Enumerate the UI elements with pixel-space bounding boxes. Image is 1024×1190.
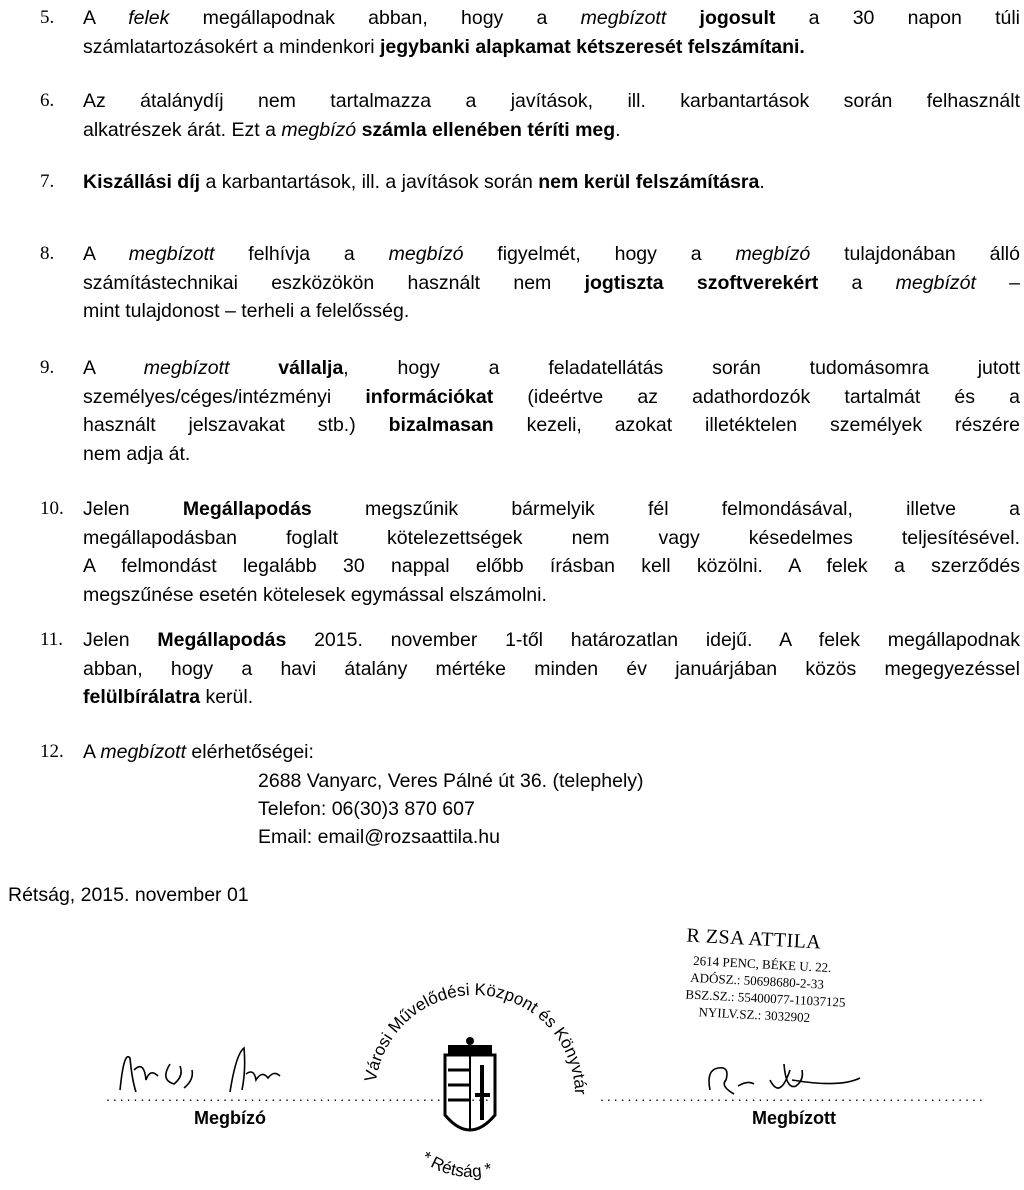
text-run: A <box>83 357 144 379</box>
text-run: abban, hogy a havi átalány mértéke minden év januárjában közös megegyezéssel <box>83 657 1020 680</box>
text-line <box>83 116 1020 145</box>
italic-text: felek <box>128 7 170 29</box>
text-run: a 30 napon túli <box>775 7 1021 29</box>
text-line <box>83 87 1020 116</box>
text-run: megállapodásban foglalt kötelezettségek nem vagy késedelmes teljesítésével. <box>83 526 1020 549</box>
signature-label-contractor: Megbízott <box>752 1108 836 1128</box>
text-line <box>83 524 1020 553</box>
text-line <box>83 383 1020 412</box>
italic-text: megbízott <box>128 243 215 265</box>
round-seal <box>345 945 595 1190</box>
italic-text: megbízó <box>281 118 357 141</box>
clause-number: 7. <box>40 171 55 192</box>
stamp-bank-account: BSZ.SZ.: 55400077-11037125 <box>685 986 846 1010</box>
text-run: A <box>83 243 129 265</box>
clause-number: 11. <box>40 629 64 650</box>
clause-text <box>83 240 1020 326</box>
bold-text: jogtiszta szoftverekért <box>584 271 819 294</box>
text-run: a karbantartások, ill. a javítások során <box>200 171 539 193</box>
clause-number: 12. <box>40 741 64 762</box>
stamp-tax-number: ADÓSZ.: 50698680-2-33 <box>690 969 825 992</box>
bold-text: jogosult <box>699 7 776 29</box>
bold-text: bizalmasan <box>388 414 494 436</box>
text-run: számlatartozásokért a mindenkori <box>83 35 380 58</box>
text-line <box>83 552 1020 581</box>
place-and-date: Rétság, 2015. november 01 <box>8 884 249 906</box>
text-run: a <box>818 271 896 294</box>
text-run: . <box>615 118 621 141</box>
text-run: nem adja át. <box>83 442 191 465</box>
text-run: tulajdonában álló <box>810 243 1020 265</box>
text-line <box>83 626 1020 655</box>
clause-number: 10. <box>40 498 64 519</box>
bold-text: jegybanki alapkamat kétszeresét felszámítani. <box>379 35 805 58</box>
text-run: számítástechnikai eszközökön használt nem <box>83 271 585 294</box>
text-line <box>83 738 1020 767</box>
text-run: . <box>759 171 765 193</box>
text-run: megállapodnak abban, hogy a <box>169 7 581 29</box>
text-run: A felmondást legalább 30 nappal előbb írásban kell közölni. A felek a szerződés <box>83 555 1020 577</box>
text-run <box>229 357 278 379</box>
bold-text: nem kerül felszámításra <box>538 171 760 193</box>
text-run: Az átalánydíj nem tartalmazza a javítások, ill. karbantartások során felhasznált <box>83 90 1020 112</box>
text-line <box>83 297 1020 326</box>
clause-text <box>83 87 1020 144</box>
italic-text: megbízott <box>143 357 230 379</box>
text-run: felhívja a <box>214 243 389 265</box>
text-line <box>83 354 1020 383</box>
clause-text <box>83 4 1020 61</box>
text-line <box>83 33 1020 62</box>
text-run: megszűnik bármelyik fél felmondásával, illetve a <box>311 498 1020 520</box>
bold-text: információkat <box>365 385 494 408</box>
contact-email: Email: email@rozsaattila.hu <box>258 826 500 848</box>
clause-number: 5. <box>40 7 55 28</box>
text-run: kerül. <box>200 686 254 708</box>
stamp-registry-number: NYILV.SZ.: 3032902 <box>698 1004 811 1026</box>
text-run: A <box>83 741 101 763</box>
clause-text <box>83 738 1020 767</box>
clause-number: 6. <box>40 90 55 111</box>
clause-text <box>83 495 1020 609</box>
contact-address: 2688 Vanyarc, Veres Pálné út 36. (telephely) <box>258 770 644 792</box>
italic-text: megbízó <box>735 243 811 265</box>
text-run: Jelen <box>83 498 183 520</box>
signature-line-left: ........................................................ <box>106 1088 492 1104</box>
italic-text: megbízó <box>388 243 464 265</box>
text-line <box>83 683 1020 712</box>
seal-bottom-text: * Rétság * <box>418 1147 495 1182</box>
bold-text: Megállapodás <box>182 498 312 520</box>
text-line <box>83 168 1020 197</box>
text-run: figyelmét, hogy a <box>463 243 736 265</box>
contact-block <box>258 767 644 851</box>
text-line <box>83 4 1020 33</box>
text-line <box>83 495 1020 524</box>
text-line <box>83 240 1020 269</box>
italic-text: megbízott <box>580 7 667 29</box>
clause-text <box>83 168 1020 197</box>
stamp-address: 2614 PENC, BÉKE U. 22. <box>692 952 832 976</box>
clause-number: 8. <box>40 243 55 264</box>
stamp-name: R ZSA ATTILA <box>686 924 822 954</box>
bold-text: Kiszállási díj <box>83 171 201 193</box>
bold-text: Megállapodás <box>157 629 287 651</box>
clause-number: 9. <box>40 357 55 378</box>
text-run <box>666 7 699 29</box>
company-stamp <box>673 924 909 1051</box>
text-run: 2015. november 1-től határozatlan idejű. A felek megállapodnak <box>286 629 1020 651</box>
text-run: A <box>83 7 129 29</box>
text-run: személyes/céges/intézményi <box>83 385 366 408</box>
signature-line-right: ........................................................ <box>600 1088 986 1104</box>
text-line <box>83 411 1020 440</box>
text-line <box>83 655 1020 684</box>
text-run: mint tulajdonost – terheli a felelősség. <box>83 300 410 322</box>
text-run: – <box>975 271 1020 294</box>
contact-phone: Telefon: 06(30)3 870 607 <box>258 798 475 820</box>
text-line <box>83 440 1020 469</box>
text-line <box>83 581 1020 610</box>
text-line <box>83 269 1020 298</box>
text-run: használt jelszavakat stb.) <box>83 414 389 436</box>
text-run: megszűnése esetén kötelesek egymással elszámolni. <box>83 583 547 606</box>
seal-top-text: Városi Művelődési Központ és Könyvtár <box>360 979 591 1095</box>
bold-text: felülbírálatra <box>83 686 201 708</box>
coat-of-arms-icon <box>445 1037 495 1130</box>
bold-text: vállalja <box>278 357 344 379</box>
text-run: , hogy a feladatellátás során tudomásomra jutott <box>343 357 1020 379</box>
italic-text: megbízót <box>895 271 976 294</box>
text-run: Jelen <box>83 629 158 651</box>
italic-text: megbízott <box>100 741 186 763</box>
clause-text <box>83 354 1020 468</box>
bold-text: számla ellenében téríti meg <box>361 118 616 141</box>
text-run: (ideértve az adathordozók tartalmát és a <box>493 385 1021 408</box>
text-run: kezeli, azokat illetéktelen személyek részére <box>493 414 1020 436</box>
text-run: elérhetőségei: <box>186 741 314 763</box>
text-run: alkatrészek árát. Ezt a <box>83 118 282 141</box>
signature-label-client: Megbízó <box>194 1108 266 1128</box>
clause-text <box>83 626 1020 712</box>
